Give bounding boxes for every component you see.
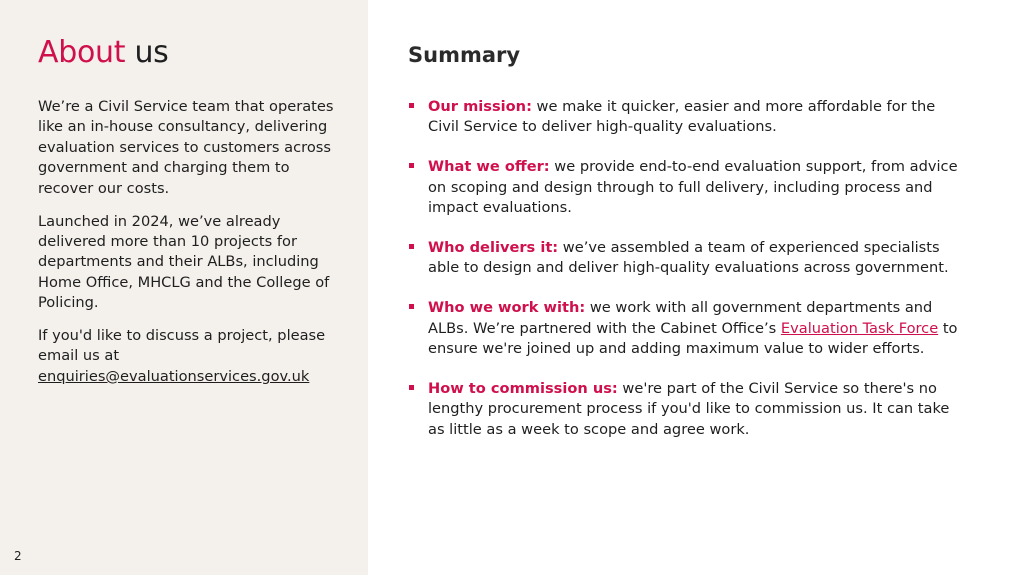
title-rest: us: [134, 35, 169, 70]
bullet-icon: [409, 163, 414, 168]
item-label: Our mission:: [428, 98, 532, 115]
bullet-icon: [409, 244, 414, 249]
contact-text: If you'd like to discuss a project, please email us at: [38, 327, 326, 365]
item-text: we work with all government departments and ALBs. We’re partnered with the Cabinet Office’s: [428, 299, 933, 337]
about-intro: [38, 97, 348, 400]
page-number: 2: [14, 549, 22, 563]
item-label: Who delivers it:: [428, 239, 559, 257]
summary-title: Summary: [408, 43, 521, 67]
bullet-icon: [409, 385, 414, 390]
summary-item-work-with: [408, 298, 968, 359]
page-title: [38, 33, 169, 73]
item-label: How to commission us:: [428, 380, 618, 398]
about-paragraph: Launched in 2024, we’ve already delivered more than 10 projects for departments and their ALBs, including Home Office, MHCLG and the College of Policing.: [38, 212, 330, 312]
summary-item-delivers: [408, 238, 968, 279]
item-text: we’ve assembled a team of experienced specialists able to design and deliver high-quality evaluations across government.: [428, 239, 949, 277]
item-text: we're part of the Civil Service so there's no lengthy procurement process if you'd like to commission us. It can take as little as a week to scope and agree work.: [428, 380, 950, 438]
title-accent: About: [38, 35, 126, 70]
item-text: we make it quicker, easier and more affordable for the Civil Service to deliver high-quality evaluations.: [428, 98, 936, 136]
email-link[interactable]: enquiries@evaluationservices.gov.uk: [38, 367, 310, 385]
summary-item-offer: [408, 157, 968, 218]
summary-item-mission: [408, 97, 968, 138]
item-label: What we offer:: [428, 158, 550, 176]
summary-list: [408, 97, 968, 460]
bullet-icon: [409, 304, 414, 309]
about-panel: [0, 0, 368, 575]
evaluation-task-force-link[interactable]: Evaluation Task Force: [780, 319, 939, 337]
about-paragraph: We’re a Civil Service team that operates like an in-house consultancy, delivering evaluation services to customers across government and charging them to recover our costs.: [38, 98, 334, 197]
item-text: we provide end-to-end evaluation support, from advice on scoping and design through to full delivery, including process and impact evaluations.: [428, 158, 958, 217]
item-text-after: to ensure we're joined up and adding maximum value to wider efforts.: [428, 319, 958, 358]
summary-item-commission: [408, 379, 968, 440]
bullet-icon: [409, 103, 414, 108]
item-label: Who we work with:: [428, 299, 586, 317]
contact-paragraph: [38, 326, 348, 387]
